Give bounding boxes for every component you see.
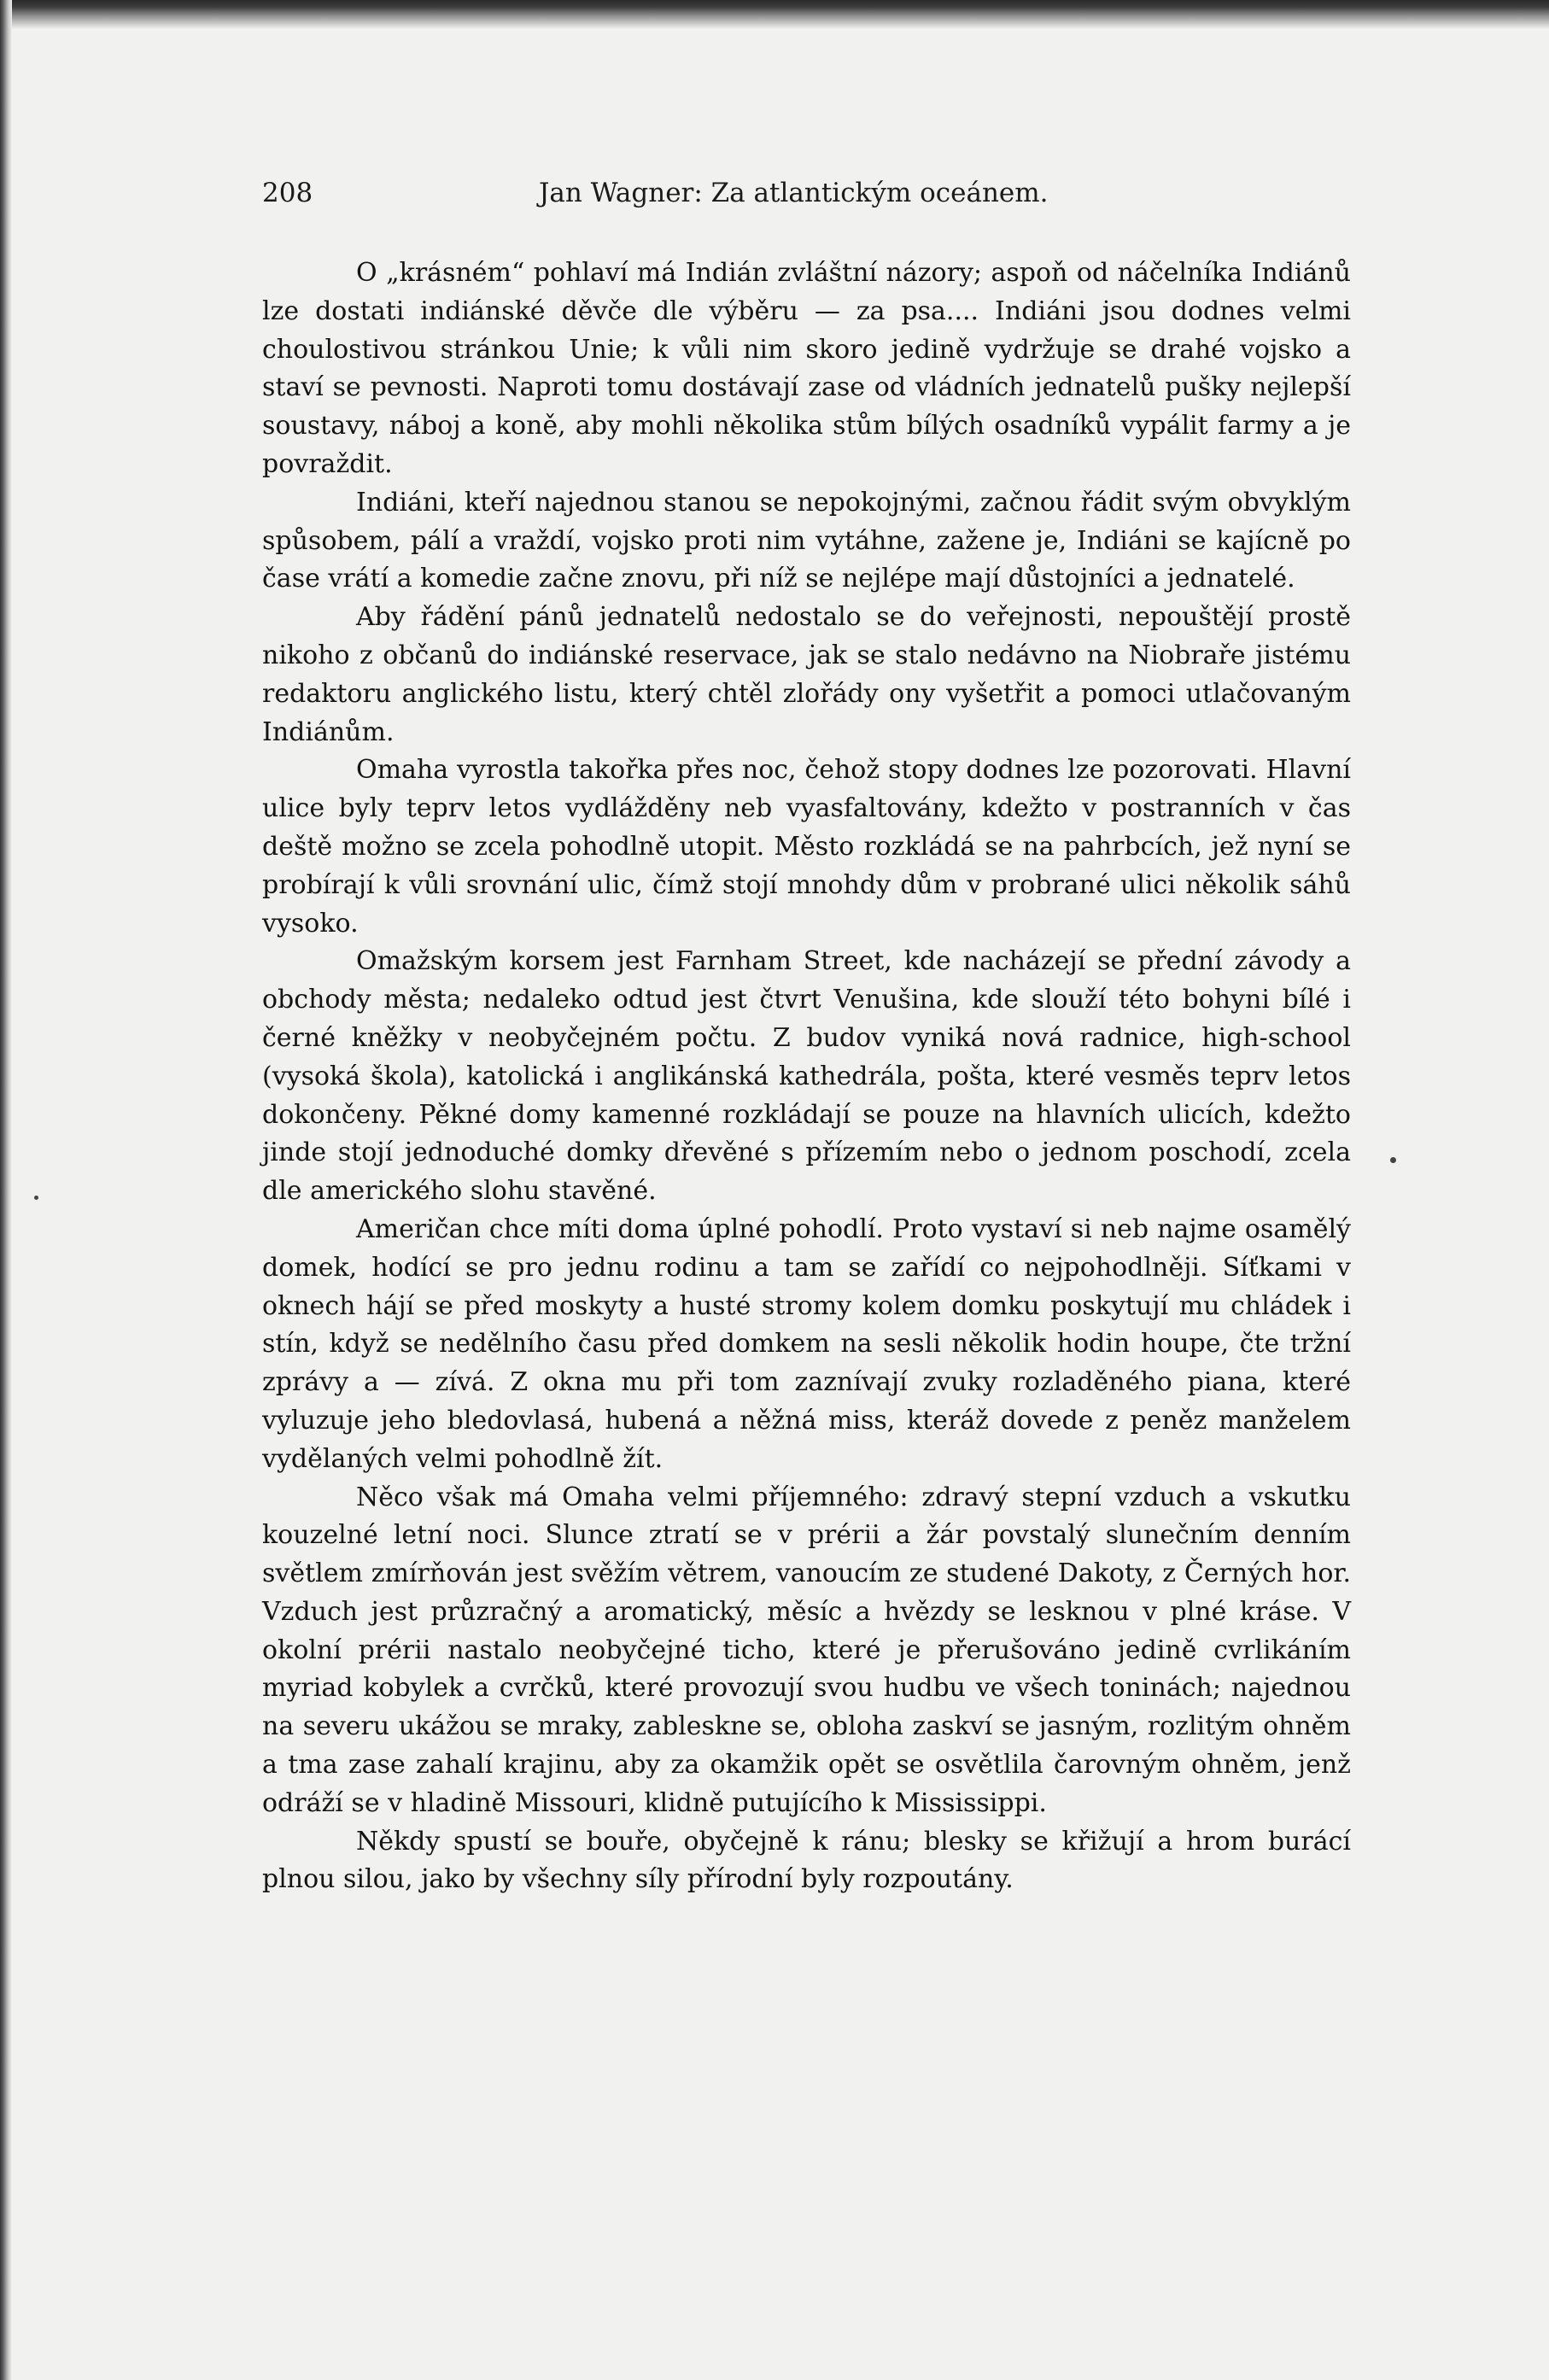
paragraph: Někdy spustí se bouře, obyčejně k ránu; blesky se křižují a hrom burácí plnou silou, jako by všechny síly přírodní byly rozpoutány. <box>262 1826 1351 1895</box>
scan-speck <box>1390 1157 1396 1163</box>
paragraph: Indiáni, kteří najednou stanou se nepokojnými, začnou řádit svým obvyklým spůsobem, pálí a vraždí, vojsko proti nim vytáhne, zažene je, Indiáni se kajícně po čase vrátí a komedie začne znovu, při níž se nejlépe mají důstojníci a jednatelé. <box>262 487 1351 594</box>
paragraph: Omaha vyrostla takořka přes noc, čehož stopy dodnes lze pozorovati. Hlavní ulice byly teprv letos vydlážděny neb vyasfaltovány, kdežto v postranních v čas deště možno se zcela pohodlně utopit. Město rozkládá se na pahrbcích, jež nyní se probírají k vůli srovnání ulic, čímž stojí mnohdy dům v probrané ulici několik sáhů vysoko. <box>262 755 1351 939</box>
page-number: 208 <box>262 178 313 208</box>
paragraph: Omažským korsem jest Farnham Street, kde nacházejí se přední závody a obchody města; nedaleko odtud jest čtvrt Venušina, kde slouží této bohyni bílé i černé kněžky v neobyčejném počtu. Z budov vyniká nová radnice, high-school (vysoká škola), katolická i anglikánská kathedrála, pošta, které vesměs teprv letos dokončeny. Pěkné domy kamenné rozkládají se pouze na hlavních ulicích, kdežto jinde stojí jednoduché domky dřevěné s přízemím nebo o jednom poschodí, zcela dle amerického slohu stavěné. <box>262 946 1351 1207</box>
body-text <box>262 254 1351 1899</box>
scan-speck <box>34 1196 38 1200</box>
paragraph: O „krásném“ pohlaví má Indián zvláštní názory; aspoň od náčelníka Indiánů lze dostati indiánské děvče dle výběru — za psa.... Indiáni jsou dodnes velmi choulostivou stránkou Unie; k vůli nim skoro jedině vydržuje se drahé vojsko a staví se pevnosti. Naproti tomu dostávají zase od vládních jednatelů pušky nejlepší soustavy, náboj a koně, aby mohli několika stům bílých osadníků vypálit farmy a je povraždit. <box>262 258 1351 479</box>
scan-edge-left <box>0 0 12 2380</box>
paragraph: Američan chce míti doma úplné pohodlí. Proto vystaví si neb najme osamělý domek, hodící se pro jednu rodinu a tam se zařídí co nejpohodlněji. Síťkami v oknech hájí se před moskyty a husté stromy kolem domku poskytují mu chládek i stín, když se nedělního času před domkem na sesli několik hodin houpe, čte tržní zprávy a — zívá. Z okna mu při tom zaznívají zvuky rozladěného piana, které vyluzuje jeho bledovlasá, hubená a něžná miss, kteráž dovede z peněz manželem vydělaných velmi pohodlně žít. <box>262 1213 1351 1474</box>
running-head: Jan Wagner: Za atlantickým oceánem. <box>539 178 1049 208</box>
scan-edge-top <box>0 0 1549 29</box>
paragraph: Aby řádění pánů jednatelů nedostalo se do veřejnosti, nepouštějí prostě nikoho z občanů do indiánské reservace, jak se stalo nedávno na Niobraře jistému redaktoru anglického listu, který chtěl zlořády ony vyšetřit a pomoci utlačovaným Indiánům. <box>262 602 1351 747</box>
page-header <box>262 178 1351 212</box>
paragraph: Něco však má Omaha velmi příjemného: zdravý stepní vzduch a vskutku kouzelné letní noci. Slunce ztratí se v prérii a žár povstalý slunečním denním světlem zmírňován jest svěžím větrem, vanoucím ze studené Dakoty, z Černých hor. Vzduch jest průzračný a aromatický, měsíc a hvězdy se lesknou v plné kráse. V okolní prérii nastalo neobyčejné ticho, které je přerušováno jedině cvrlikáním myriad kobylek a cvrčků, které provozují svou hudbu ve všech toninách; najednou na severu ukážou se mraky, zableskne se, obloha zaskví se jasným, rozlitým ohněm a tma zase zahalí krajinu, aby za okamžik opět se osvětlila čarovným ohněm, jenž odráží se v hladině Missouri, klidně putujícího k Mississippi. <box>262 1482 1351 1818</box>
